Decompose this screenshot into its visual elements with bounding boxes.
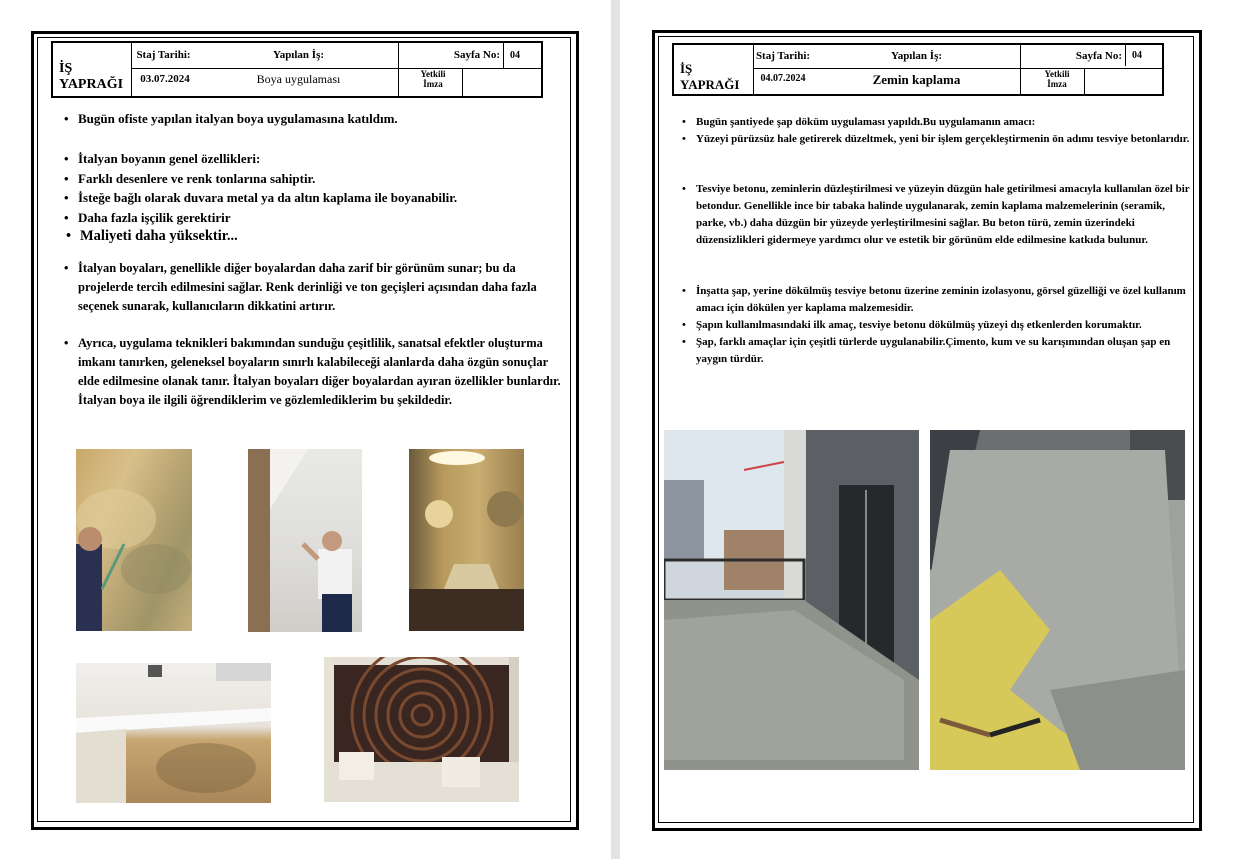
- bullet-item: • Yüzeyi pürüzsüz hale getirerek düzeltmek, yeni bir işlem gerçekleştirmenin ön adımı tesviye betonlarıdır.: [696, 131, 1201, 148]
- yapilan-is-value: Zemin kaplama: [872, 72, 961, 87]
- header-table: [672, 43, 1164, 96]
- photo-screed-floor-pouring: [930, 430, 1185, 770]
- header-title-line1: İŞ: [59, 61, 73, 76]
- photo-italian-paint-worker-wall: [76, 449, 192, 631]
- bullet-item: • İsteğe bağlı olarak duvara metal ya da altın kaplama ile boyanabilir.: [78, 188, 578, 208]
- page-gutter: [611, 0, 620, 859]
- photo-circular-pattern-wall: [324, 657, 519, 802]
- photo-balcony-screed-building: [664, 430, 919, 770]
- header-table: [51, 41, 543, 98]
- sayfa-no-value: 04: [1132, 50, 1142, 61]
- bullet-item: • Maliyeti daha yüksektir...: [80, 227, 578, 247]
- photo-gold-finish-room: [409, 449, 524, 631]
- bullet-item: • İnşatta şap, yerine dökülmüş tesviye betonu üzerine zeminin izolasyonu, görsel güzelliği ve özel kullanım amacı için dökülen yer kaplama malzemesidir.: [696, 283, 1196, 317]
- bullet-group-1: [63, 110, 578, 127]
- bullet-item: • Bugün ofiste yapılan italyan boya uygulamasına katıldım.: [78, 110, 578, 127]
- bullet-item: • Tesviye betonu, zeminlerin düzleştirilmesi ve yüzeyin düzgün hale getirilmesi amacıyla kullanılan özel bir betondur. Genellikle ince bir tabaka halinde uygulanarak, zemin kaplama malzemelerinin (seramik, parke, vb.) daha düzgün bir yüzeyde yerleştirilmesini sağlar. Bu beton türü, zemin üzerindeki düzensizlikleri gidermeye yardımcı olur ve estetik bir görünüm elde edilmesine katkıda bulunur.: [696, 181, 1196, 249]
- yapilan-is-label: Yapılan İş:: [272, 49, 325, 61]
- bullet-group-3: [63, 259, 568, 316]
- signature-label-1: Yetkili: [420, 69, 446, 79]
- bullet-group-2: [63, 149, 578, 247]
- bullet-item: • Daha fazla işçilik gerektirir: [78, 208, 578, 228]
- bullet-group-1: [681, 114, 1201, 148]
- document-page-2: [620, 0, 1233, 859]
- staj-tarihi-label: Staj Tarihi:: [136, 49, 191, 61]
- staj-tarihi-value: 03.07.2024: [140, 73, 190, 85]
- bullet-item: • Ayrıca, uygulama teknikleri bakımından sunduğu çeşitlilik, sanatsal efektler oluşturma imkanı tanırken, geleneksel boyaların sınırlı kalabileceği alanlarda daha özgün sonuçlar elde edilmesine olanak tanır. İtalyan boyaları diğer boyalardan ayıran özellikler bunlardır. İtalyan boya ile ilgili öğrendiklerim ve gözlemlediklerim bu şekildedir.: [78, 334, 568, 410]
- document-page-1: [0, 0, 611, 859]
- bullet-item: • İtalyan boyaları, genellikle diğer boyalardan daha zarif bir görünüm sunar; bu da projelerde tercih edilmesini sağlar. Renk derinliği ve ton geçişleri açısından daha fazla seçenek sunarak, kullanıcıların dikkatini artırır.: [78, 259, 568, 316]
- bullet-group-2: [681, 181, 1196, 249]
- header-title-line1: İŞ: [680, 61, 693, 76]
- photo-ceiling-and-wall: [76, 663, 271, 803]
- bullet-group-3: [681, 283, 1196, 368]
- bullet-item: • Bugün şantiyede şap döküm uygulaması yapıldı.Bu uygulamanın amacı:: [696, 114, 1201, 131]
- sayfa-no-value: 04: [510, 50, 520, 61]
- bullet-item: • Şap, farklı amaçlar için çeşitli türlerde uygulanabilir.Çimento, kum ve su karışımından oluşan şap en yaygın türdür.: [696, 334, 1196, 368]
- bullet-item: • Şapın kullanılmasındaki ilk amaç, tesviye betonu dökülmüş yüzeyi dış etkenlerden korumaktır.: [696, 317, 1196, 334]
- signature-label-1: Yetkili: [1044, 69, 1070, 79]
- photo-plastering-wall-worker: [248, 449, 362, 632]
- header-title-line2: YAPRAĞI: [680, 77, 740, 92]
- signature-label-2: İmza: [423, 79, 443, 89]
- header-title-line2: YAPRAĞI: [59, 77, 124, 92]
- signature-label-2: İmza: [1047, 79, 1067, 89]
- yapilan-is-label: Yapılan İş:: [890, 50, 943, 62]
- sayfa-no-label: Sayfa No:: [453, 49, 500, 61]
- bullet-group-4: [63, 334, 568, 410]
- yapilan-is-value: Boya uygulaması: [256, 72, 341, 86]
- staj-tarihi-value: 04.07.2024: [760, 73, 806, 84]
- sayfa-no-label: Sayfa No:: [1075, 50, 1122, 62]
- bullet-item: • Farklı desenlere ve renk tonlarına sahiptir.: [78, 169, 578, 189]
- staj-tarihi-label: Staj Tarihi:: [755, 50, 811, 62]
- bullet-item: • İtalyan boyanın genel özellikleri:: [78, 149, 578, 169]
